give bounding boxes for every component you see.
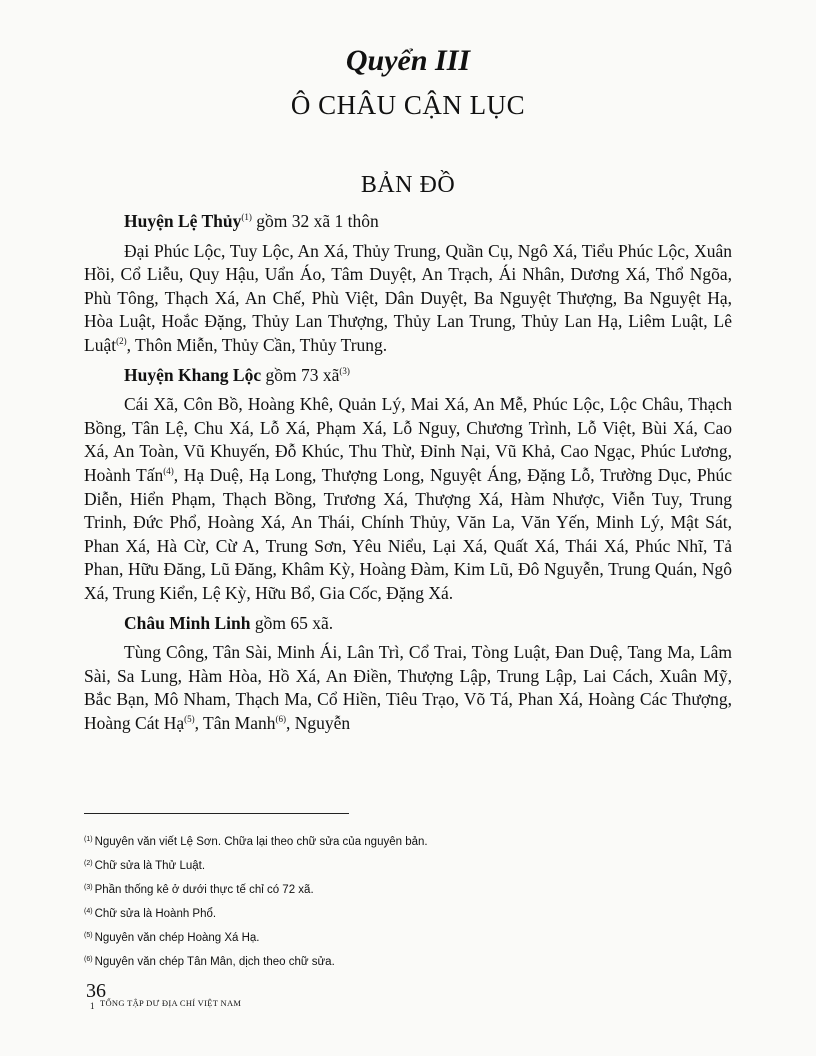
district-count: gồm 32 xã 1 thôn (251, 211, 379, 231)
footnote-text: Nguyên văn viết Lệ Sơn. Chữa lại theo chữ sửa của nguyên bản. (94, 836, 428, 848)
footnote-ref: (5) (184, 713, 195, 724)
district-name: Châu Minh Linh (124, 612, 251, 633)
commune-list-text: , Thôn Miễn, Thủy Cần, Thủy Trung. (126, 334, 388, 355)
commune-list-text: , Hạ Duệ, Hạ Long, Thượng Long, Nguyệt Áng, Đặng Lỗ, Trường Dục, Phúc Diễn, Hiển Phạm, Thạch Bồng, Trương Xá, Thượng Xá, Hàm Nhược, Viễn Tuy, Trung Trinh, Đức Phổ, Hoàng Xá, An Thái, Chính Thủy, Văn La, Văn Yến, Minh Lý, Mật Sát, Phan Xá, Hà Cừ, Cừ A, Trung Sơn, Yêu Niểu, Lại Xá, Quất Xá, Thái Xá, Phúc Nhĩ, Tả Phan, Hữu Đăng, Lũ Đăng, Khâm Kỳ, Hoàng Đàm, Kim Lũ, Đô Nguyễn, Trung Quán, Ngô Xá, Trung Kiển, Lệ Kỳ, Hữu Bổ, Gia Cốc, Đặng Xá. (84, 464, 732, 603)
footnote-mark: (3) (84, 884, 93, 891)
commune-list (84, 641, 732, 735)
footnote-ref: (3) (339, 365, 350, 376)
footnote-mark: (2) (84, 860, 93, 867)
commune-list (84, 393, 732, 605)
footnote (84, 926, 724, 950)
commune-list-text: Cái Xã, Côn Bồ, Hoàng Khê, Quản Lý, Mai Xá, An Mễ, Phúc Lộc, Lộc Châu, Thạch Bồng, Tân Lệ, Chu Xá, Lỗ Xá, Phạm Xá, Lỗ Nguy, Chương Trình, Lỗ Việt, Bùi Xá, Cao Xá, An Toàn, Vũ Khuyến, Đỗ Khúc, Thu Thừ, Đỉnh Nại, Vũ Khả, Cao Ngạc, Phúc Lương, Hoành Tấn (84, 394, 732, 485)
footnote (84, 854, 724, 878)
footnote-text: Chữ sửa là Hoành Phổ. (94, 908, 217, 920)
footnote-divider (84, 813, 349, 814)
footnote (84, 902, 724, 926)
footnote-text: Nguyên văn chép Tân Mân, dịch theo chữ sửa. (94, 956, 335, 968)
footnote-mark: (4) (84, 908, 93, 915)
footnote-ref: (1) (241, 212, 252, 222)
footnote (84, 830, 724, 854)
body-text (84, 210, 732, 741)
page-number: 36 (86, 980, 106, 1002)
footnote-text: Phần thống kê ở dưới thực tế chỉ có 72 xã. (94, 884, 314, 896)
district-heading (84, 210, 732, 234)
district-heading (84, 364, 732, 388)
footnote-text: Chữ sửa là Thử Luật. (94, 860, 206, 872)
footnote-mark: (5) (84, 932, 93, 939)
section-title: BẢN ĐỒ (360, 172, 456, 198)
footnote (84, 950, 724, 974)
footnote-ref: (6) (275, 713, 286, 724)
commune-list-text: , Tân Manh (194, 712, 276, 733)
district-name: Huyện Lệ Thủy (124, 211, 242, 231)
footnote-text: Nguyên văn chép Hoàng Xá Hạ. (94, 932, 260, 944)
main-title: Ô CHÂU CẬN LỤC (290, 90, 526, 120)
book-title: Quyển III (345, 44, 471, 77)
footnote-mark: (6) (84, 956, 93, 963)
running-head: TỔNG TẬP DƯ ĐỊA CHÍ VIỆT NAM (100, 998, 242, 1008)
commune-list-text: , Nguyễn (285, 712, 351, 733)
district-heading (84, 612, 732, 636)
commune-list-text: Đại Phúc Lộc, Tuy Lộc, An Xá, Thủy Trung, Quần Cụ, Ngô Xá, Tiểu Phúc Lộc, Xuân Hồi, Cổ Liễu, Quy Hậu, Uẩn Áo, Tâm Duyệt, An Trạch, Ái Nhân, Dương Xá, Thổ Ngõa, Phù Tông, Thạch Xá, An Chế, Phù Việt, Dân Duyệt, Ba Nguyệt Thượng, Ba Nguyệt Hạ, Hòa Luật, Hoắc Đặng, Thủy Lan Thượng, Thủy Lan Trung, Thủy Lan Hạ, Liêm Luật, Lê Luật (84, 240, 732, 355)
footnote-ref: (4) (163, 465, 174, 476)
commune-list-text: Tùng Công, Tân Sài, Minh Ái, Lân Trì, Cổ Trai, Tòng Luật, Đan Duệ, Tang Ma, Lâm Sài, Sa Lung, Hàm Hòa, Hồ Xá, An Điền, Thượng Lập, Trung Lập, Lai Cách, Xuân Mỹ, Bắc Bạn, Mô Nham, Thạch Ma, Cổ Hiền, Tiêu Trạo, Võ Tá, Phan Xá, Hoàng Các Thượng, Hoàng Cát Hạ (84, 642, 732, 733)
commune-list (84, 240, 732, 358)
page-mark: 1 (90, 1001, 95, 1011)
footnote-ref: (2) (116, 335, 127, 346)
footnotes (84, 830, 724, 974)
district-count: gồm 65 xã. (250, 612, 334, 633)
footnote (84, 878, 724, 902)
district-name: Huyện Khang Lộc (124, 364, 262, 385)
footnote-mark: (1) (84, 836, 93, 843)
district-count: gồm 73 xã (261, 364, 340, 385)
